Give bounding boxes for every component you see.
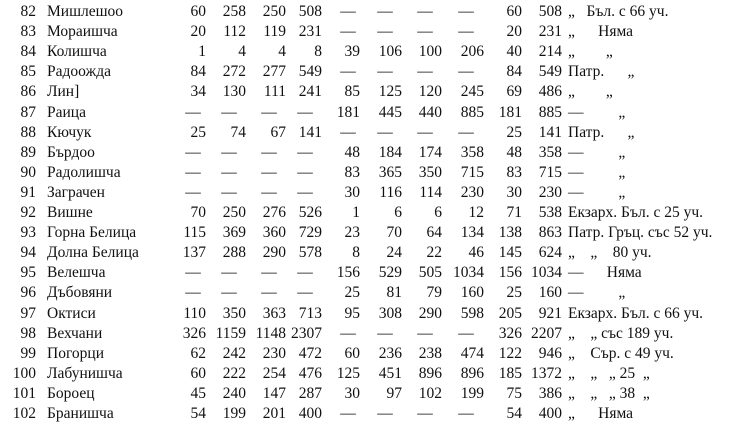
- village-name: Погорци: [47, 344, 105, 362]
- value-cell: 350: [418, 163, 442, 181]
- value-cell: 181: [498, 103, 522, 121]
- value-cell: 946: [538, 344, 562, 362]
- value-cell: 4: [238, 43, 246, 61]
- value-cell: 111: [263, 83, 286, 101]
- value-cell: 526: [298, 204, 322, 221]
- value-cell: —: [377, 123, 393, 141]
- value-cell: —: [377, 324, 393, 342]
- value-cell: 214: [538, 43, 562, 61]
- row-number: 89: [20, 143, 36, 161]
- note-cell: — „: [568, 103, 626, 121]
- note-cell: „ „: [568, 43, 613, 61]
- village-name: Кючук: [47, 123, 92, 141]
- table-row: [0, 123, 741, 143]
- value-cell: 25: [506, 284, 522, 302]
- value-cell: 921: [538, 304, 562, 322]
- value-cell: 62: [190, 344, 206, 362]
- value-cell: 486: [538, 83, 562, 101]
- value-cell: 6: [434, 204, 442, 221]
- table-row: [0, 364, 741, 384]
- table-row: [0, 283, 741, 303]
- row-number: 82: [20, 3, 36, 20]
- value-cell: 85: [344, 83, 360, 101]
- value-cell: 23: [344, 224, 360, 242]
- value-cell: 120: [418, 83, 442, 101]
- village-name: Радоожда: [47, 63, 111, 81]
- value-cell: 137: [182, 244, 206, 262]
- value-cell: —: [458, 405, 474, 422]
- value-cell: —: [185, 143, 201, 161]
- value-cell: 1: [198, 43, 206, 61]
- value-cell: —: [458, 3, 474, 20]
- row-number: 97: [20, 304, 36, 322]
- value-cell: 110: [183, 304, 206, 322]
- value-cell: 20: [506, 23, 522, 41]
- value-cell: —: [185, 103, 201, 121]
- value-cell: 156: [498, 264, 522, 282]
- value-cell: 578: [298, 244, 322, 262]
- value-cell: 729: [298, 224, 322, 242]
- note-cell: „ Няма: [568, 23, 634, 41]
- value-cell: 160: [538, 284, 562, 302]
- value-cell: 2207: [531, 324, 562, 342]
- value-cell: 549: [298, 63, 322, 81]
- value-cell: 112: [223, 23, 246, 41]
- note-cell: — Няма: [568, 264, 642, 282]
- value-cell: 4: [278, 43, 286, 61]
- value-cell: 71: [506, 204, 522, 221]
- value-cell: 106: [378, 43, 402, 61]
- value-cell: 369: [222, 224, 246, 242]
- value-cell: 70: [190, 204, 206, 221]
- table-row: [0, 243, 741, 263]
- value-cell: —: [417, 123, 433, 141]
- value-cell: 885: [538, 103, 562, 121]
- village-name: Радолишча: [47, 163, 121, 181]
- value-cell: —: [458, 23, 474, 41]
- value-cell: —: [221, 183, 237, 201]
- village-name: Долна Белица: [47, 244, 139, 262]
- value-cell: 885: [460, 103, 484, 121]
- table-row: [0, 22, 741, 42]
- table-row: [0, 263, 741, 283]
- value-cell: 896: [418, 364, 442, 382]
- village-name: Заграчен: [47, 183, 105, 201]
- value-cell: 277: [262, 63, 286, 81]
- row-number: 90: [20, 163, 36, 181]
- value-cell: 358: [538, 143, 562, 161]
- value-cell: 46: [468, 244, 484, 262]
- note-cell: „ „ 80 уч.: [568, 244, 652, 262]
- note-cell: „ Няма: [568, 405, 634, 422]
- value-cell: 2307: [291, 324, 322, 342]
- row-number: 94: [20, 244, 36, 262]
- value-cell: 290: [418, 304, 442, 322]
- value-cell: 288: [222, 244, 246, 262]
- value-cell: 363: [262, 304, 286, 322]
- value-cell: —: [458, 324, 474, 342]
- row-number: 93: [20, 224, 36, 242]
- value-cell: —: [417, 23, 433, 41]
- value-cell: 48: [344, 143, 360, 161]
- value-cell: 250: [222, 204, 246, 221]
- value-cell: 116: [379, 183, 402, 201]
- value-cell: 39: [344, 43, 360, 61]
- value-cell: 60: [190, 3, 206, 20]
- row-number: 91: [20, 183, 36, 201]
- value-cell: 205: [498, 304, 522, 322]
- value-cell: —: [417, 405, 433, 422]
- table-row: [0, 143, 741, 163]
- value-cell: —: [417, 3, 433, 20]
- value-cell: 84: [190, 63, 206, 81]
- row-number: 98: [20, 324, 36, 342]
- value-cell: 30: [506, 183, 522, 201]
- village-name: Колишча: [47, 43, 107, 61]
- row-number: 87: [20, 103, 36, 121]
- value-cell: —: [458, 123, 474, 141]
- value-cell: 201: [262, 405, 286, 422]
- value-cell: 476: [298, 364, 322, 382]
- value-cell: —: [417, 324, 433, 342]
- value-cell: 48: [506, 143, 522, 161]
- value-cell: 114: [419, 183, 442, 201]
- value-cell: 505: [418, 264, 442, 282]
- value-cell: —: [221, 103, 237, 121]
- note-cell: Патр. „: [568, 123, 635, 141]
- row-number: 96: [20, 284, 36, 302]
- value-cell: 250: [262, 3, 286, 20]
- value-cell: —: [261, 163, 277, 181]
- value-cell: 60: [506, 3, 522, 20]
- value-cell: 231: [298, 23, 322, 41]
- table-row: [0, 103, 741, 123]
- value-cell: 34: [190, 83, 206, 101]
- value-cell: 276: [262, 204, 286, 221]
- row-number: 86: [20, 83, 36, 101]
- value-cell: 60: [344, 344, 360, 362]
- table-row: [0, 324, 741, 344]
- value-cell: 75: [506, 384, 522, 402]
- value-cell: 25: [190, 123, 206, 141]
- table-row: [0, 344, 741, 364]
- value-cell: —: [185, 264, 201, 282]
- value-cell: 102: [418, 384, 442, 402]
- value-cell: 160: [460, 284, 484, 302]
- value-cell: —: [417, 63, 433, 81]
- value-cell: 184: [378, 143, 402, 161]
- note-cell: „ Сър. с 49 уч.: [568, 344, 674, 362]
- value-cell: 122: [498, 344, 522, 362]
- table-row: [0, 304, 741, 324]
- value-cell: 97: [386, 384, 402, 402]
- value-cell: 863: [538, 224, 562, 242]
- village-name: Велешча: [47, 264, 106, 282]
- value-cell: 95: [344, 304, 360, 322]
- value-cell: 100: [418, 43, 442, 61]
- value-cell: 45: [190, 384, 206, 402]
- value-cell: 326: [498, 324, 522, 342]
- value-cell: 715: [538, 163, 562, 181]
- value-cell: —: [297, 143, 313, 161]
- value-cell: —: [261, 103, 277, 121]
- value-cell: —: [377, 63, 393, 81]
- value-cell: 230: [538, 183, 562, 201]
- value-cell: —: [340, 123, 356, 141]
- value-cell: —: [297, 103, 313, 121]
- value-cell: 24: [386, 244, 402, 262]
- value-cell: 1148: [255, 324, 286, 342]
- value-cell: 474: [460, 344, 484, 362]
- value-cell: 74: [230, 123, 246, 141]
- value-cell: 326: [182, 324, 206, 342]
- value-cell: —: [221, 284, 237, 302]
- value-cell: —: [377, 3, 393, 20]
- value-cell: —: [340, 3, 356, 20]
- value-cell: 598: [460, 304, 484, 322]
- value-cell: 206: [460, 43, 484, 61]
- value-cell: 508: [538, 3, 562, 20]
- value-cell: 241: [298, 83, 322, 101]
- value-cell: 231: [538, 23, 562, 41]
- value-cell: 472: [298, 344, 322, 362]
- village-name: Бранишча: [47, 405, 114, 422]
- value-cell: 25: [344, 284, 360, 302]
- value-cell: —: [340, 23, 356, 41]
- value-cell: 64: [426, 224, 442, 242]
- table-row: [0, 42, 741, 62]
- value-cell: —: [297, 284, 313, 302]
- note-cell: — „: [568, 163, 626, 181]
- note-cell: „ „ „ 25 „: [568, 364, 650, 382]
- value-cell: —: [185, 163, 201, 181]
- row-number: 84: [20, 43, 36, 61]
- value-cell: 181: [336, 103, 360, 121]
- village-name: Раица: [47, 103, 86, 121]
- value-cell: 125: [378, 83, 402, 101]
- value-cell: 145: [498, 244, 522, 262]
- value-cell: 84: [506, 63, 522, 81]
- village-name: Октиси: [47, 304, 96, 322]
- value-cell: 22: [426, 244, 442, 262]
- village-name: Вехчани: [47, 324, 103, 342]
- village-name: Горна Белица: [47, 224, 137, 242]
- value-cell: 30: [344, 183, 360, 201]
- note-cell: „ „ „ 38 „: [568, 384, 650, 402]
- value-cell: 83: [506, 163, 522, 181]
- value-cell: 400: [298, 405, 322, 422]
- table-row: [0, 82, 741, 102]
- value-cell: —: [221, 264, 237, 282]
- value-cell: 25: [506, 123, 522, 141]
- value-cell: 6: [394, 204, 402, 221]
- value-cell: 1034: [531, 264, 562, 282]
- value-cell: 230: [460, 183, 484, 201]
- value-cell: —: [221, 163, 237, 181]
- value-cell: 451: [378, 364, 402, 382]
- note-cell: Екзарх. Бъл. с 66 уч.: [568, 304, 703, 322]
- village-name: Мишлешоо: [47, 3, 124, 20]
- row-number: 88: [20, 123, 36, 141]
- value-cell: 715: [460, 163, 484, 181]
- value-cell: 529: [378, 264, 402, 282]
- table-row: [0, 203, 741, 223]
- value-cell: 287: [298, 384, 322, 402]
- value-cell: 624: [538, 244, 562, 262]
- value-cell: 1: [352, 204, 360, 221]
- value-cell: —: [297, 183, 313, 201]
- value-cell: 147: [262, 384, 286, 402]
- row-number: 101: [12, 384, 36, 402]
- value-cell: —: [185, 183, 201, 201]
- value-cell: 70: [386, 224, 402, 242]
- value-cell: 138: [498, 224, 522, 242]
- value-cell: 242: [222, 344, 246, 362]
- row-number: 92: [20, 204, 36, 221]
- value-cell: 141: [298, 123, 322, 141]
- note-cell: — „: [568, 183, 626, 201]
- value-cell: 358: [460, 143, 484, 161]
- value-cell: 156: [336, 264, 360, 282]
- value-cell: —: [458, 63, 474, 81]
- note-cell: Екзарх. Бъл. с 25 уч.: [568, 204, 703, 221]
- village-name: Лабунишча: [47, 364, 123, 382]
- value-cell: 230: [262, 344, 286, 362]
- value-cell: 365: [378, 163, 402, 181]
- value-cell: 238: [418, 344, 442, 362]
- value-cell: 60: [190, 364, 206, 382]
- value-cell: 440: [418, 103, 442, 121]
- village-name: Дъбовяни: [47, 284, 113, 302]
- value-cell: 119: [263, 23, 286, 41]
- value-cell: 240: [222, 384, 246, 402]
- value-cell: 1372: [531, 364, 562, 382]
- value-cell: 83: [344, 163, 360, 181]
- table-row: [0, 183, 741, 203]
- value-cell: —: [377, 23, 393, 41]
- value-cell: 360: [262, 224, 286, 242]
- note-cell: „ „ със 189 уч.: [568, 324, 674, 342]
- value-cell: 713: [298, 304, 322, 322]
- value-cell: 185: [498, 364, 522, 382]
- value-cell: 81: [386, 284, 402, 302]
- value-cell: 272: [222, 63, 246, 81]
- value-cell: —: [340, 324, 356, 342]
- value-cell: 54: [190, 405, 206, 422]
- value-cell: 254: [262, 364, 286, 382]
- value-cell: 308: [378, 304, 402, 322]
- village-name: Лин]: [47, 83, 80, 101]
- table-row: [0, 384, 741, 404]
- value-cell: 222: [222, 364, 246, 382]
- table-row: [0, 163, 741, 183]
- row-number: 85: [20, 63, 36, 81]
- value-cell: —: [261, 183, 277, 201]
- value-cell: 236: [378, 344, 402, 362]
- row-number: 83: [20, 23, 36, 41]
- value-cell: 1159: [215, 324, 246, 342]
- value-cell: —: [297, 163, 313, 181]
- value-cell: 245: [460, 83, 484, 101]
- value-cell: 40: [506, 43, 522, 61]
- village-name: Вишне: [47, 204, 93, 221]
- note-cell: „ „: [568, 83, 613, 101]
- value-cell: 12: [468, 204, 484, 221]
- value-cell: —: [377, 405, 393, 422]
- value-cell: 141: [538, 123, 562, 141]
- value-cell: 508: [298, 3, 322, 20]
- value-cell: 125: [336, 364, 360, 382]
- value-cell: 20: [190, 23, 206, 41]
- value-cell: —: [261, 143, 277, 161]
- value-cell: 549: [538, 63, 562, 81]
- row-number: 95: [20, 264, 36, 282]
- value-cell: 67: [270, 123, 286, 141]
- value-cell: 79: [426, 284, 442, 302]
- value-cell: —: [297, 264, 313, 282]
- value-cell: —: [340, 63, 356, 81]
- value-cell: 199: [222, 405, 246, 422]
- row-number: 99: [20, 344, 36, 362]
- value-cell: 199: [460, 384, 484, 402]
- note-cell: Патр. „: [568, 63, 635, 81]
- value-cell: —: [185, 284, 201, 302]
- village-name: Мораишча: [47, 23, 118, 41]
- value-cell: —: [340, 405, 356, 422]
- value-cell: 69: [506, 83, 522, 101]
- value-cell: 8: [314, 43, 322, 61]
- value-cell: 134: [460, 224, 484, 242]
- value-cell: 400: [538, 405, 562, 422]
- value-cell: 174: [418, 143, 442, 161]
- value-cell: 8: [352, 244, 360, 262]
- note-cell: Патр. Гръц. със 52 уч.: [568, 224, 713, 242]
- note-cell: — „: [568, 284, 626, 302]
- table-row: [0, 223, 741, 243]
- value-cell: 258: [222, 3, 246, 20]
- table-row: [0, 2, 741, 22]
- village-name: Бороец: [47, 384, 95, 402]
- table-row: [0, 62, 741, 82]
- value-cell: 30: [344, 384, 360, 402]
- value-cell: 115: [183, 224, 206, 242]
- table-row: [0, 404, 741, 424]
- value-cell: 130: [222, 83, 246, 101]
- value-cell: 896: [460, 364, 484, 382]
- note-cell: „ Бъл. с 66 уч.: [568, 3, 669, 20]
- value-cell: 538: [538, 204, 562, 221]
- value-cell: 386: [538, 384, 562, 402]
- value-cell: 445: [378, 103, 402, 121]
- value-cell: —: [261, 264, 277, 282]
- value-cell: 54: [506, 405, 522, 422]
- note-cell: — „: [568, 143, 626, 161]
- village-name: Бърдоо: [47, 143, 95, 161]
- value-cell: —: [261, 284, 277, 302]
- value-cell: 290: [262, 244, 286, 262]
- value-cell: —: [221, 143, 237, 161]
- value-cell: 1034: [453, 264, 484, 282]
- row-number: 100: [12, 364, 36, 382]
- row-number: 102: [12, 405, 36, 422]
- value-cell: 350: [222, 304, 246, 322]
